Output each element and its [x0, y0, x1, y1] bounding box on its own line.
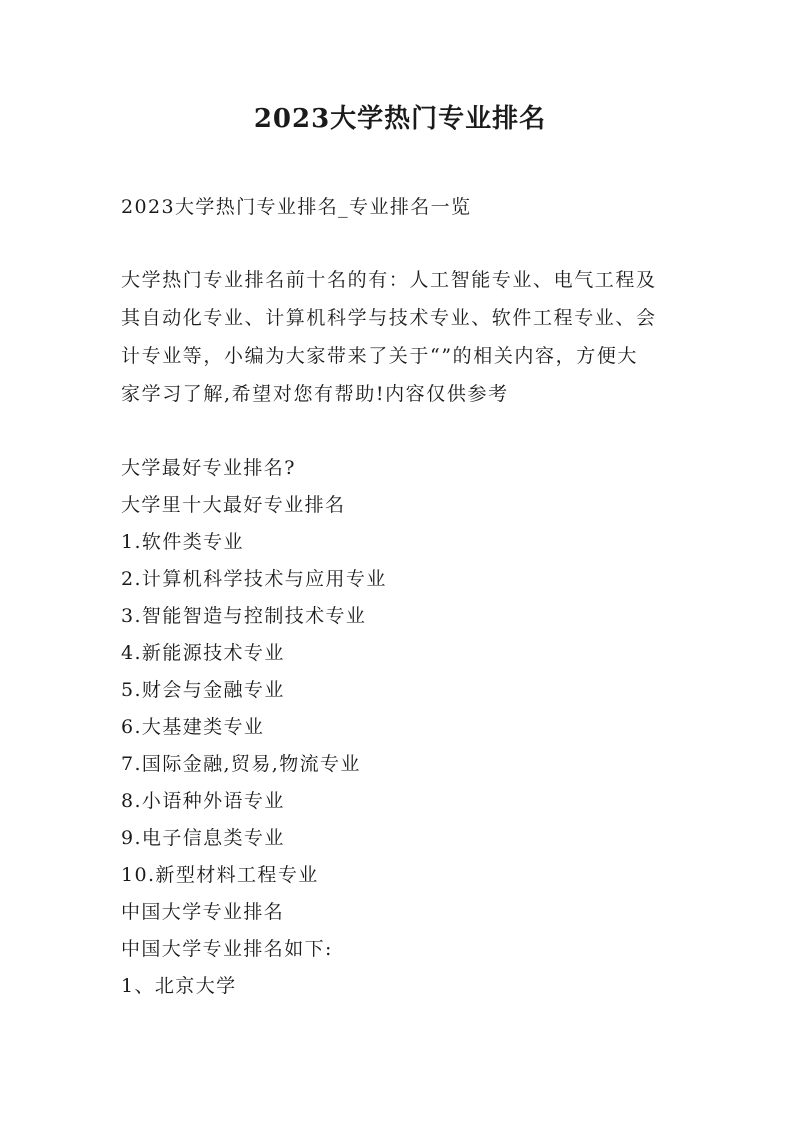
intro-paragraph [121, 261, 681, 413]
list-item: 9.电子信息类专业 [121, 827, 285, 849]
section-intro: 中国大学专业排名如下: [121, 938, 333, 960]
section-heading: 中国大学专业排名 [121, 901, 285, 923]
list-item: 2.计算机科学技术与应用专业 [121, 568, 387, 590]
intro-line: 其自动化专业、计算机科学与技术专业、软件工程专业、会 [121, 307, 657, 329]
section-heading: 大学里十大最好专业排名 [121, 494, 346, 516]
document-title: 2023大学热门专业排名 [253, 104, 547, 134]
list-item: 10.新型材料工程专业 [121, 864, 319, 886]
document-subtitle: 2023大学热门专业排名_专业排名一览 [121, 196, 472, 218]
list-item: 1、北京大学 [121, 975, 237, 997]
list-item: 5.财会与金融专业 [121, 679, 285, 701]
list-item: 4.新能源技术专业 [121, 642, 285, 664]
list-item: 3.智能智造与控制技术专业 [121, 605, 367, 627]
intro-line: 大学热门专业排名前十名的有：人工智能专业、电气工程及 [121, 269, 657, 291]
list-item: 8.小语种外语专业 [121, 790, 285, 812]
question-heading: 大学最好专业排名? [121, 457, 296, 479]
intro-line: 家学习了解,希望对您有帮助!内容仅供参考 [121, 383, 509, 405]
list-item: 6.大基建类专业 [121, 716, 265, 738]
list-item: 7.国际金融,贸易,物流专业 [121, 753, 361, 775]
list-item: 1.软件类专业 [121, 531, 244, 553]
intro-line: 计专业等，小编为大家带来了关于“”的相关内容，方便大 [121, 345, 639, 367]
content-list [121, 450, 387, 1005]
